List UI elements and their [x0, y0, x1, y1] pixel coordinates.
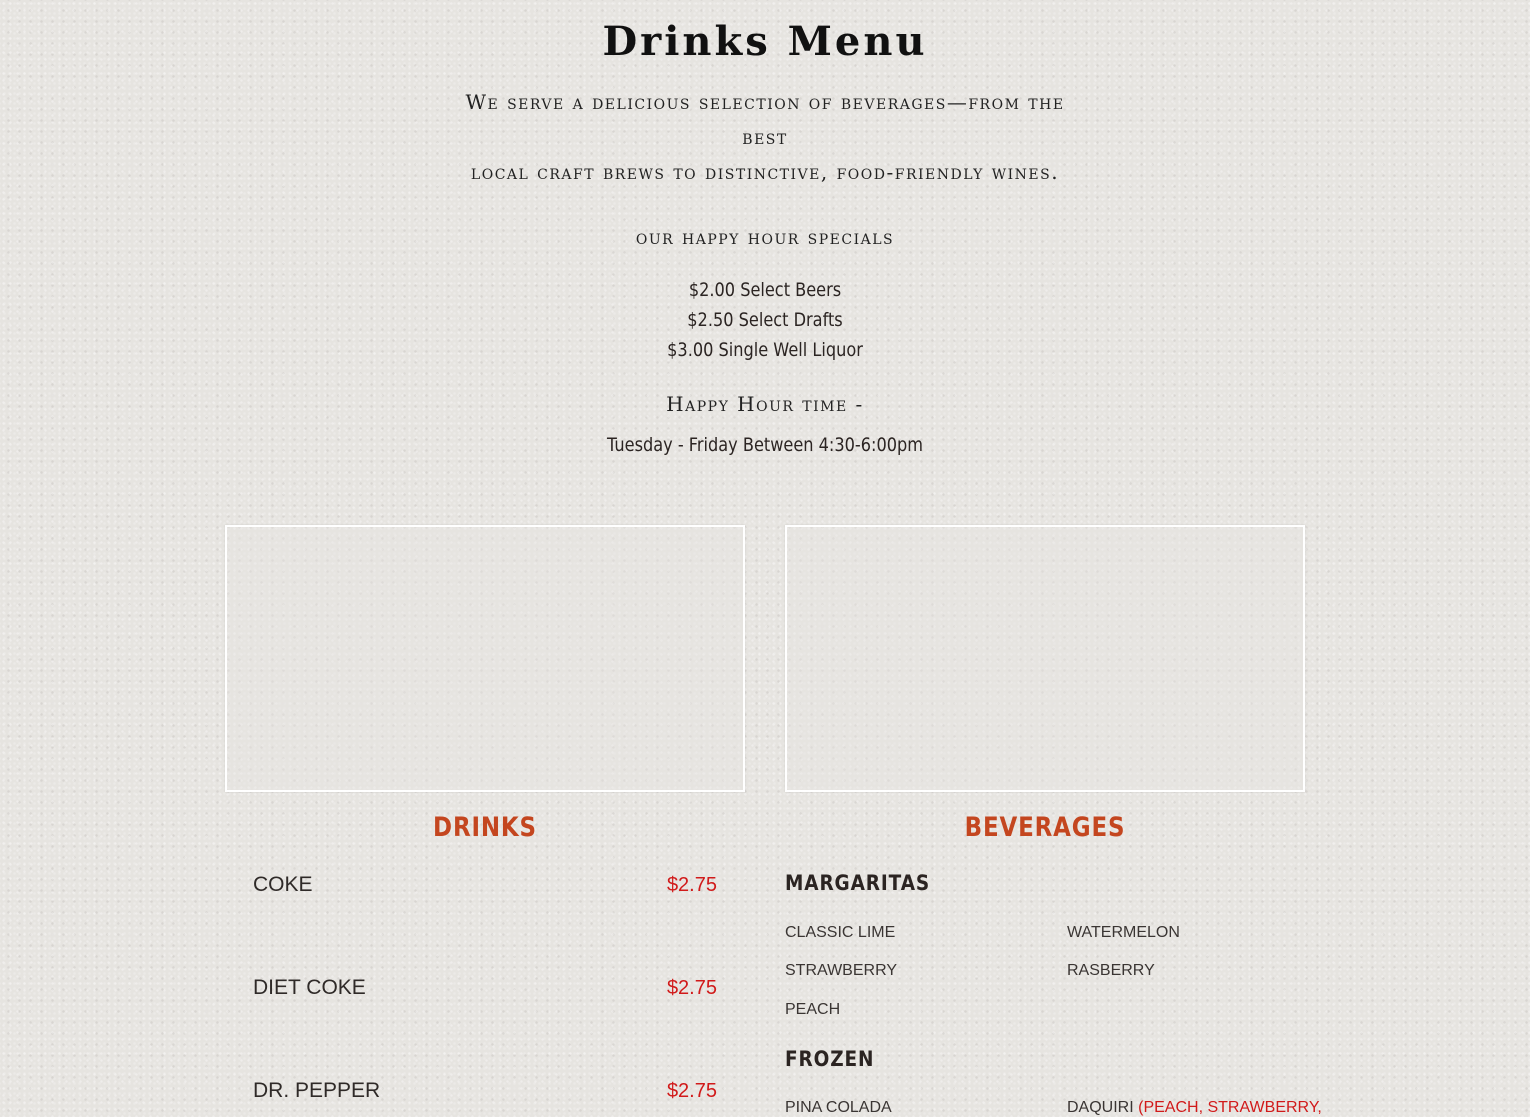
- happy-hour-time-label: Happy Hour time -: [666, 392, 864, 416]
- drink-price: $2.75: [666, 1080, 717, 1102]
- beverages-section-title: BEVERAGES: [964, 812, 1126, 843]
- margarita-item: STRAWBERRY: [785, 962, 898, 979]
- margarita-item: CLASSIC LIME: [785, 924, 896, 941]
- special-item: $2.50 Select Drafts: [687, 309, 843, 331]
- frozen-item: [1067, 1099, 1322, 1117]
- drink-price: $2.75: [666, 977, 717, 999]
- special-item: $2.00 Select Beers: [688, 279, 842, 301]
- page-title: Drinks Menu: [602, 18, 928, 65]
- frozen-item-note: (PEACH, STRAWBERRY,: [1138, 1099, 1322, 1116]
- drink-name: DIET COKE: [253, 976, 366, 999]
- frozen-item-name: DAQUIRI: [1067, 1099, 1134, 1116]
- intro-line-2: best: [742, 125, 788, 149]
- drinks-section-title: DRINKS: [433, 812, 537, 843]
- drink-item: [253, 1079, 717, 1109]
- special-item: $3.00 Single Well Liquor: [667, 339, 863, 361]
- drink-name: DR. PEPPER: [253, 1079, 381, 1102]
- margaritas-heading: MARGARITAS: [785, 871, 931, 895]
- margarita-item: PEACH: [785, 1001, 841, 1018]
- drink-item: [253, 873, 717, 903]
- intro-line-3: local craft brews to distinctive, food-friendly wines.: [470, 160, 1060, 184]
- frozen-item: PINA COLADA: [785, 1099, 892, 1116]
- margarita-item: RASBERRY: [1067, 962, 1155, 979]
- margarita-item: WATERMELON: [1067, 924, 1180, 941]
- frozen-heading: FROZEN: [785, 1047, 875, 1071]
- drink-name: COKE: [253, 873, 313, 896]
- beverages-image: [785, 525, 1305, 792]
- drinks-image: [225, 525, 745, 792]
- happy-hour-time: Tuesday - Friday Between 4:30-6:00pm: [606, 434, 924, 456]
- intro-line-1: We serve a delicious selection of beverages—from the: [465, 90, 1065, 114]
- happy-hour-heading: our happy hour specials: [635, 225, 895, 249]
- drink-item: [253, 976, 717, 1006]
- drink-price: $2.75: [666, 874, 717, 896]
